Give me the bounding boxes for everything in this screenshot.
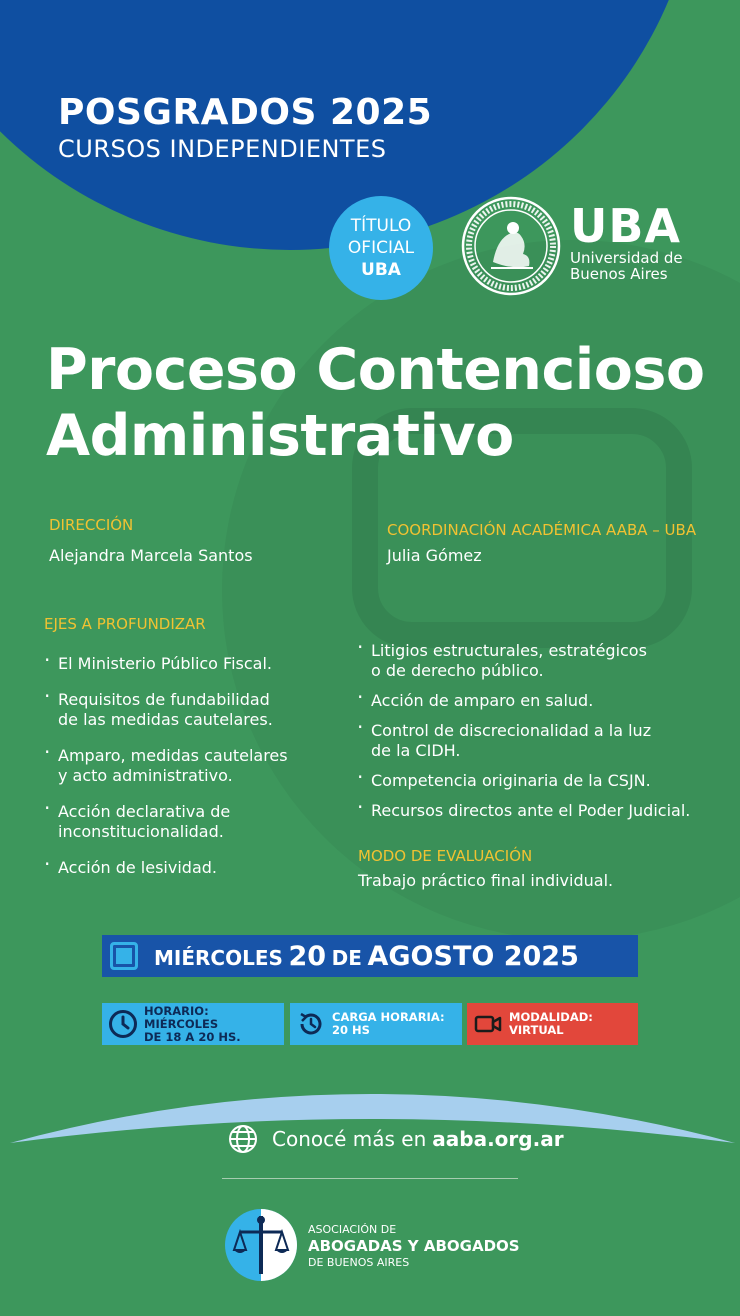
more-info-text: Conocé más en <box>272 1127 427 1151</box>
evaluacion-value: Trabajo práctico final individual. <box>358 871 614 890</box>
uba-logo-line1: Universidad de <box>570 249 683 267</box>
ejes-left-list <box>44 654 344 878</box>
ejes-right-list <box>357 641 717 821</box>
list-item: · Acción de lesividad. <box>44 858 344 878</box>
date-bar <box>102 935 638 977</box>
date-month-year: AGOSTO 2025 <box>367 940 579 972</box>
assoc-line3: DE BUENOS AIRES <box>308 1256 410 1269</box>
titulo-oficial-badge <box>329 196 433 300</box>
more-info-line <box>228 1124 564 1154</box>
assoc-line1: ASOCIACIÓN DE <box>308 1223 397 1236</box>
badge-line2: OFICIAL <box>347 238 415 258</box>
horario-box <box>102 1003 284 1045</box>
video-camera-icon <box>473 1009 503 1039</box>
association-name <box>308 1223 520 1270</box>
horario-line2: DE 18 A 20 HS. <box>144 1029 241 1044</box>
horario-line1: HORARIO: MIÉRCOLES <box>144 1003 219 1031</box>
direccion-label: DIRECCIÓN <box>49 516 134 534</box>
list-item: · Recursos directos ante el Poder Judicial. <box>357 801 717 821</box>
uba-seal-icon <box>461 196 561 296</box>
list-item: · Control de discrecionalidad a la luz de la CIDH. <box>357 721 717 761</box>
carga-horaria-box <box>290 1003 462 1045</box>
calendar-icon <box>110 942 138 970</box>
uba-logo <box>570 199 683 283</box>
website-link[interactable]: aaba.org.ar <box>432 1127 564 1151</box>
list-item: · Competencia originaria de la CSJN. <box>357 771 717 791</box>
uba-logo-line2: Buenos Aires <box>570 265 668 283</box>
list-item: · Litigios estructurales, estratégicos o de derecho público. <box>357 641 717 681</box>
list-item: · Amparo, medidas cautelares y acto administrativo. <box>44 746 344 786</box>
carga-line2: 20 HS <box>332 1023 370 1037</box>
date-day: 20 <box>288 940 327 972</box>
list-item: · El Ministerio Público Fiscal. <box>44 654 344 674</box>
scales-of-justice-logo <box>224 1208 298 1282</box>
modalidad-box <box>467 1003 638 1045</box>
footer-divider <box>222 1178 518 1179</box>
date-text <box>154 941 579 972</box>
coordinacion-label: COORDINACIÓN ACADÉMICA AABA – UBA <box>387 521 697 539</box>
list-item: · Acción declarativa de inconstitucionalidad. <box>44 802 344 842</box>
header-subtitle: CURSOS INDEPENDIENTES <box>58 135 387 163</box>
list-item: · Requisitos de fundabilidad de las medidas cautelares. <box>44 690 344 730</box>
date-de: DE <box>331 945 362 970</box>
globe-icon <box>228 1124 258 1154</box>
modalidad-line2: VIRTUAL <box>509 1023 564 1037</box>
course-title-line2: Administrativo <box>46 403 514 469</box>
course-title <box>46 337 705 469</box>
course-title-line1: Proceso Contencioso <box>46 337 705 403</box>
history-icon <box>296 1009 326 1039</box>
date-weekday: MIÉRCOLES <box>154 945 283 970</box>
clock-icon <box>108 1009 138 1039</box>
badge-line3: UBA <box>361 260 401 280</box>
direccion-name: Alejandra Marcela Santos <box>49 546 253 565</box>
coordinacion-name: Julia Gómez <box>387 546 482 565</box>
ejes-label: EJES A PROFUNDIZAR <box>44 615 206 633</box>
carga-line1: CARGA HORARIA: <box>332 1010 445 1024</box>
badge-line1: TÍTULO <box>350 216 412 236</box>
uba-logo-name: UBA <box>570 199 682 253</box>
list-item: · Acción de amparo en salud. <box>357 691 717 711</box>
evaluacion-label: MODO DE EVALUACIÓN <box>358 847 533 865</box>
modalidad-line1: MODALIDAD: <box>509 1010 593 1024</box>
header <box>58 92 432 164</box>
header-title: POSGRADOS 2025 <box>58 92 433 133</box>
assoc-line2: ABOGADAS Y ABOGADOS <box>308 1237 520 1255</box>
